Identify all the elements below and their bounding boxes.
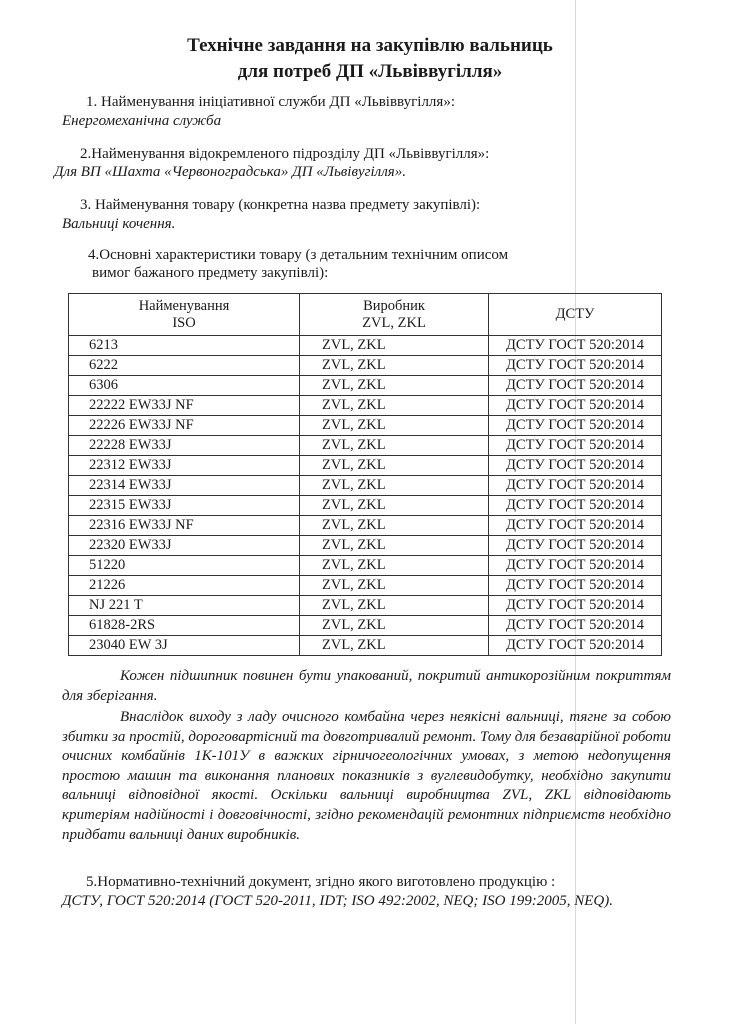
cell-maker: ZVL, ZKL: [300, 576, 489, 596]
section-3-value: Вальниці кочення.: [62, 216, 176, 232]
header-maker-line-1: Виробник: [363, 297, 425, 314]
cell-maker: ZVL, ZKL: [300, 556, 489, 576]
cell-iso: 22316 EW33J NF: [69, 516, 300, 536]
table-row: [69, 436, 662, 456]
cell-iso: 21226: [69, 576, 300, 596]
cell-dstu: ДСТУ ГОСТ 520:2014: [489, 456, 662, 476]
cell-dstu: ДСТУ ГОСТ 520:2014: [489, 416, 662, 436]
justification-note-text: Внаслідок виходу з ладу очисного комбайна через неякісні вальниці, тягне за собою збитки за простій, дороговартісний та довготривалий ремонт. Тому для безаварійної роботи очисних комбайнів 1К-101У в важких гірничогеологічних умовах, з метою недопущення простою машин та виконання планових показників з вуглевидобутку, необхідно закупити вальниці відповідної якості. Оскільки вальниці виробництва ZVL, ZKL відповідають критеріям надійності і довговічності, згідно рекомендацій ремонтних підприємств необхідно придбати вальниці даних виробників.: [62, 709, 671, 843]
cell-iso: 22320 EW33J: [69, 536, 300, 556]
cell-dstu: ДСТУ ГОСТ 520:2014: [489, 556, 662, 576]
cell-dstu: ДСТУ ГОСТ 520:2014: [489, 596, 662, 616]
header-dstu: ДСТУ: [489, 294, 662, 336]
cell-iso: 6306: [69, 376, 300, 396]
cell-iso: 22228 EW33J: [69, 436, 300, 456]
cell-iso: 23040 EW 3J: [69, 636, 300, 656]
cell-dstu: ДСТУ ГОСТ 520:2014: [489, 356, 662, 376]
table-row: [69, 576, 662, 596]
cell-iso: 51220: [69, 556, 300, 576]
header-maker-line-2: ZVL, ZKL: [362, 314, 426, 331]
cell-maker: ZVL, ZKL: [300, 476, 489, 496]
cell-maker: ZVL, ZKL: [300, 376, 489, 396]
cell-dstu: ДСТУ ГОСТ 520:2014: [489, 476, 662, 496]
cell-iso: 22226 EW33J NF: [69, 416, 300, 436]
cell-maker: ZVL, ZKL: [300, 356, 489, 376]
cell-iso: 6213: [69, 336, 300, 356]
cell-dstu: ДСТУ ГОСТ 520:2014: [489, 336, 662, 356]
justification-note: [62, 708, 671, 845]
cell-dstu: ДСТУ ГОСТ 520:2014: [489, 576, 662, 596]
table-row: [69, 336, 662, 356]
cell-iso: 22314 EW33J: [69, 476, 300, 496]
table-row: [69, 396, 662, 416]
title-line-1: Технічне завдання на закупівлю вальниць: [187, 35, 553, 56]
table-row: [69, 616, 662, 636]
section-5-value: ДСТУ, ГОСТ 520:2014 (ГОСТ 520-2011, IDT; ISO 492:2002, NEQ; ISO 199:2005, NEQ).: [62, 893, 613, 909]
cell-maker: ZVL, ZKL: [300, 336, 489, 356]
cell-iso: 6222: [69, 356, 300, 376]
header-iso: [69, 294, 300, 336]
cell-dstu: ДСТУ ГОСТ 520:2014: [489, 616, 662, 636]
cell-maker: ZVL, ZKL: [300, 416, 489, 436]
header-maker: [300, 294, 489, 336]
section-3-heading: 3. Найменування товару (конкретна назва предмету закупівлі):: [80, 197, 481, 213]
bearings-table: [68, 293, 662, 656]
cell-maker: ZVL, ZKL: [300, 396, 489, 416]
cell-maker: ZVL, ZKL: [300, 436, 489, 456]
table-row: [69, 456, 662, 476]
table-row: [69, 536, 662, 556]
title-line-2: для потреб ДП «Львіввугілля»: [237, 61, 503, 82]
section-4-heading-line-1: 4.Основні характеристики товару (з детальним технічним описом: [88, 247, 509, 263]
section-4-heading-line-2: вимог бажаного предмету закупівлі):: [92, 265, 329, 281]
cell-dstu: ДСТУ ГОСТ 520:2014: [489, 536, 662, 556]
table-row: [69, 596, 662, 616]
table-row: [69, 496, 662, 516]
cell-iso: NJ 221 T: [69, 596, 300, 616]
table-row: [69, 356, 662, 376]
cell-dstu: ДСТУ ГОСТ 520:2014: [489, 496, 662, 516]
cell-maker: ZVL, ZKL: [300, 636, 489, 656]
cell-iso: 22315 EW33J: [69, 496, 300, 516]
cell-maker: ZVL, ZKL: [300, 616, 489, 636]
table-row: [69, 416, 662, 436]
cell-iso: 22222 EW33J NF: [69, 396, 300, 416]
table-row: [69, 556, 662, 576]
cell-dstu: ДСТУ ГОСТ 520:2014: [489, 396, 662, 416]
cell-dstu: ДСТУ ГОСТ 520:2014: [489, 436, 662, 456]
cell-dstu: ДСТУ ГОСТ 520:2014: [489, 636, 662, 656]
table-header-row: [69, 294, 662, 336]
table-row: [69, 376, 662, 396]
section-1-value: Енергомеханічна служба: [62, 113, 222, 129]
header-iso-line-1: Найменування: [138, 297, 230, 314]
section-5-heading: 5.Нормативно-технічний документ, згідно якого виготовлено продукцію :: [86, 874, 556, 890]
cell-iso: 61828-2RS: [69, 616, 300, 636]
table-row: [69, 476, 662, 496]
packaging-note: [62, 667, 671, 706]
cell-maker: ZVL, ZKL: [300, 456, 489, 476]
cell-dstu: ДСТУ ГОСТ 520:2014: [489, 376, 662, 396]
section-2-value: Для ВП «Шахта «Червоноградська» ДП «Львівугілля».: [54, 164, 406, 180]
cell-dstu: ДСТУ ГОСТ 520:2014: [489, 516, 662, 536]
table-row: [69, 516, 662, 536]
cell-maker: ZVL, ZKL: [300, 516, 489, 536]
section-2-heading: 2.Найменування відокремленого підрозділу ДП «Львіввугілля»:: [80, 146, 490, 162]
section-1-heading: 1. Найменування ініціативної служби ДП «Львіввугілля»:: [86, 94, 455, 110]
document-title: [100, 33, 640, 85]
table-row: [69, 636, 662, 656]
cell-maker: ZVL, ZKL: [300, 596, 489, 616]
cell-maker: ZVL, ZKL: [300, 536, 489, 556]
cell-maker: ZVL, ZKL: [300, 496, 489, 516]
cell-iso: 22312 EW33J: [69, 456, 300, 476]
header-iso-line-2: ISO: [172, 314, 196, 331]
packaging-note-text: Кожен підшипник повинен бути упакований, покритий антикорозійним покриттям для зберігання.: [62, 668, 671, 704]
